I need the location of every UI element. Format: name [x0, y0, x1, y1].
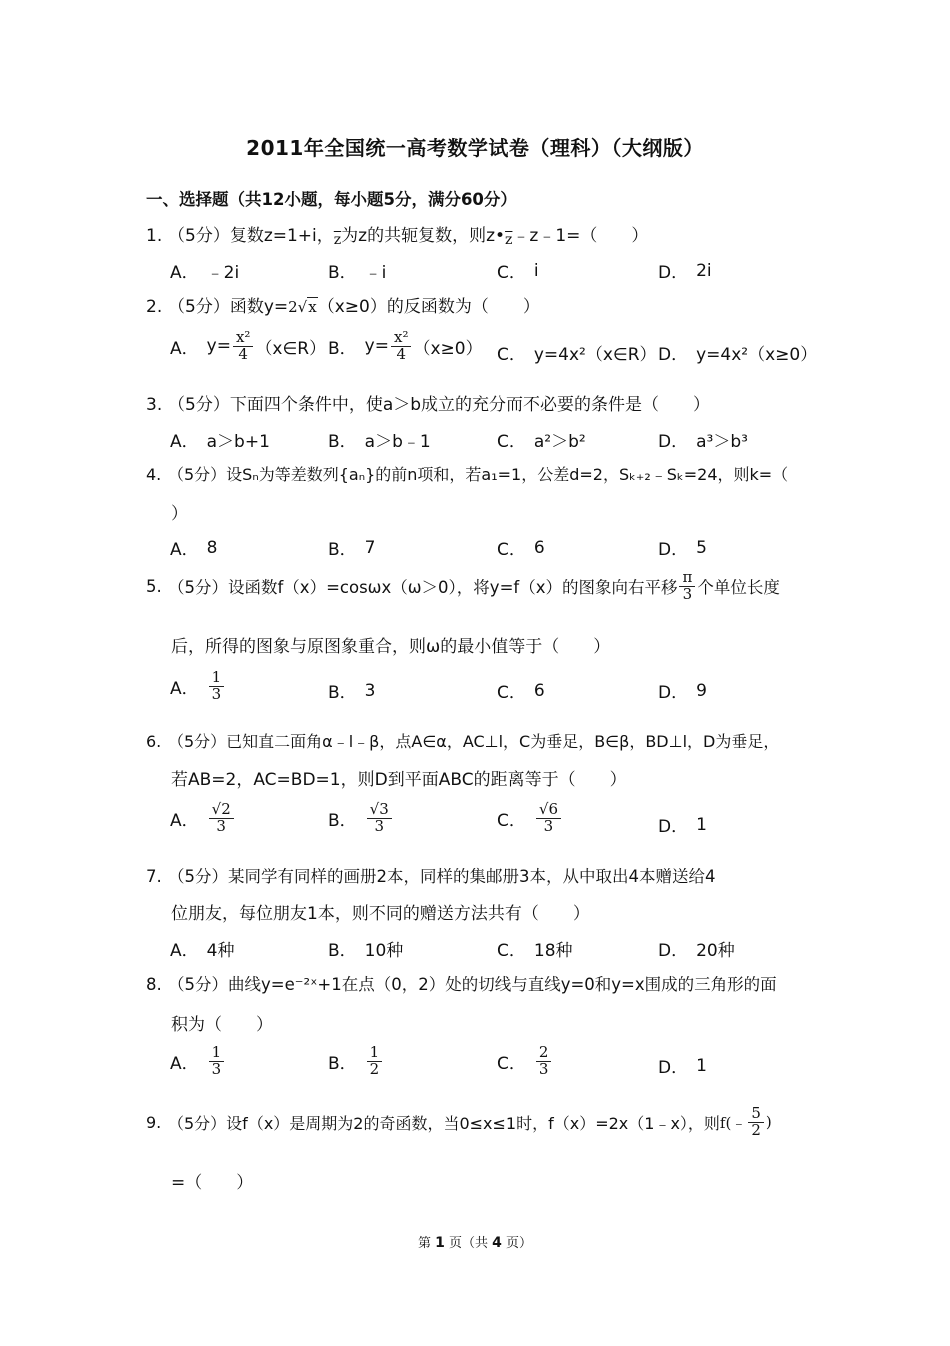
question-8-cont: 积为（ ） [171, 1015, 273, 1035]
options-6 [170, 802, 870, 842]
option-d: D． 9 [658, 680, 707, 703]
question-2: 2. （5分）函数y=2√x（x≥0）的反函数为（ ） [146, 297, 540, 317]
options-5 [170, 670, 870, 710]
option-d: D． 1 [658, 814, 707, 837]
option-a: A． $\frac{1}{3}$ [170, 1045, 226, 1078]
question-5: 5. （5分）设函数f（x）=cosωx（ω＞0），将y=f（x）的图象向右平移 $\frac{\pi}{3}$ 个单位长度 [146, 568, 780, 603]
options-7 [170, 936, 870, 976]
option-c: C． $\frac{2}{3}$ [497, 1045, 553, 1078]
option-c: C． i [497, 260, 539, 283]
option-b: B． $\frac{√3}{3}$ [328, 802, 394, 835]
question-9-cont: =（ ） [171, 1173, 254, 1193]
option-a: A． $\frac{√2}{3}$ [170, 802, 236, 835]
option-c: C． 6 [497, 680, 545, 703]
question-4-cont: ） [171, 504, 188, 524]
section-heading: 一、选择题（共12小题，每小题5分，满分60分） [146, 190, 517, 209]
option-b: B． 7 [328, 537, 376, 560]
option-d: D． 1 [658, 1055, 707, 1078]
option-b: B． 10种 [328, 941, 404, 961]
option-b: B． y= $\frac{\text{x²}}{4}$ （x≥0） [328, 328, 483, 363]
option-a: A． 4种 [170, 941, 235, 961]
options-4 [170, 535, 870, 575]
question-7: 7. （5分）某同学有同样的画册2本，同样的集邮册3本，从中取出4本赠送给4 [146, 867, 716, 886]
question-4: 4. （5分）设Sₙ为等差数列{aₙ}的前n项和，若a₁=1，公差d=2，Sₖ₊₂﹣Sₖ=24，则k=（ [146, 465, 789, 484]
options-8 [170, 1045, 870, 1085]
option-d: D． a³＞b³ [658, 432, 748, 452]
question-6-cont: 若AB=2，AC=BD=1，则D到平面ABC的距离等于（ ） [171, 770, 627, 790]
option-a: A． 8 [170, 537, 218, 560]
option-a: A． a＞b+1 [170, 432, 270, 452]
option-c: C． a²＞b² [497, 432, 586, 452]
question-8: 8. （5分）曲线y=e⁻²ˣ+1在点（0，2）处的切线与直线y=0和y=x围成的三角形的面 [146, 975, 777, 994]
conjugate-z: $\overline{z}$ [333, 232, 342, 248]
question-1: 1. （5分）复数z=1+i，$\overline{z}$为z的共轭复数，则$z•\overline{z}﹣z﹣1=$（ ） [146, 226, 649, 248]
options-2 [170, 330, 870, 370]
question-7-cont: 位朋友，每位朋友1本，则不同的赠送方法共有（ ） [171, 904, 590, 924]
option-a: A． y= $\frac{\text{x²}}{4}$ （x∈R） [170, 328, 327, 363]
option-d: D． 2i [658, 260, 712, 283]
option-a: A． ﹣2i [170, 263, 240, 283]
conjugate-z: $\overline{z}$ [505, 232, 513, 248]
page-footer: 第 1 页（共 4 页） [417, 1235, 533, 1251]
option-c: C． y=4x²（x∈R） [497, 345, 657, 365]
question-5-cont: 后，所得的图象与原图象重合，则ω的最小值等于（ ） [171, 637, 611, 657]
question-9: 9. （5分）设f（x）是周期为2的奇函数，当0≤x≤1时，f（x）=2x（1﹣x），则 f(﹣ $\frac{5}{2}$ ) [146, 1104, 772, 1139]
option-b: B． ﹣i [328, 263, 387, 283]
option-d: D． 5 [658, 537, 707, 560]
option-c: C． 6 [497, 537, 545, 560]
option-a: A． $\frac{1}{3}$ [170, 670, 226, 703]
option-c: C． $\frac{√6}{3}$ [497, 802, 563, 835]
option-d: D． y=4x²（x≥0） [658, 345, 818, 365]
question-3: 3. （5分）下面四个条件中，使a＞b成立的充分而不必要的条件是（ ） [146, 395, 711, 415]
sqrt-expression: 2√x [288, 298, 317, 316]
option-c: C． 18种 [497, 941, 573, 961]
option-b: B． 3 [328, 680, 376, 703]
option-b: B． a＞b﹣1 [328, 432, 431, 452]
option-d: D． 20种 [658, 941, 735, 961]
option-b: B． $\frac{1}{2}$ [328, 1045, 384, 1078]
page-title: 2011年全国统一高考数学试卷（理科）（大纲版） [246, 136, 704, 160]
options-3 [170, 427, 870, 467]
question-6: 6. （5分）已知直二面角α﹣l﹣β，点A∈α，AC⊥l，C为垂足，B∈β，BD⊥l，D为垂足， [146, 732, 780, 751]
